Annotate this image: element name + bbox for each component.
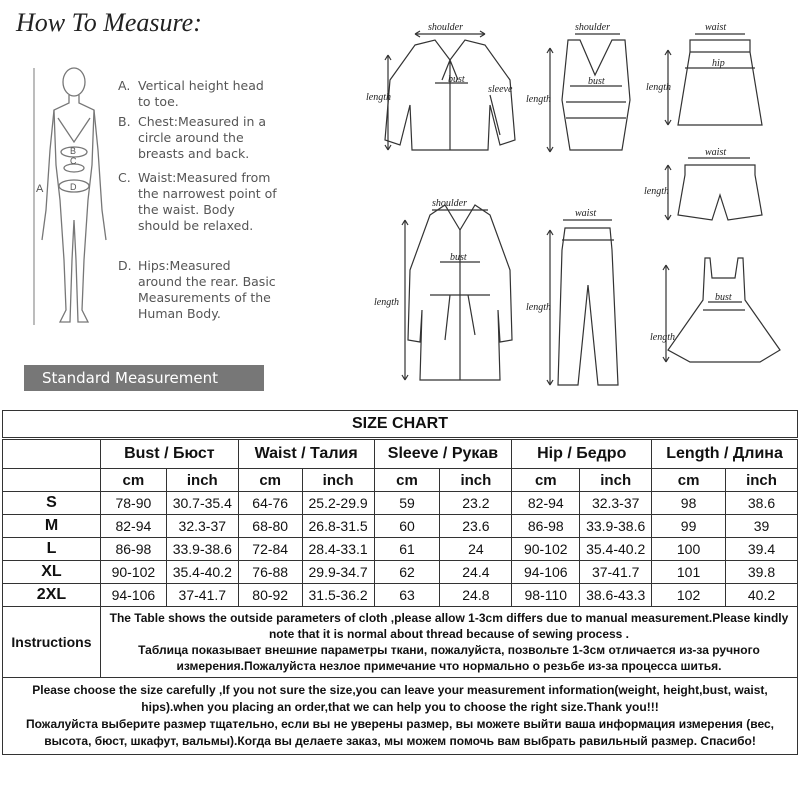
legend-letter: D. (118, 258, 132, 273)
size-value-cell: 76-88 (238, 561, 302, 584)
header-hip: Hip / Бедро (512, 439, 652, 469)
size-value-cell: 33.9-38.6 (580, 515, 652, 538)
unit-cm: cm (512, 469, 580, 492)
marker-b: B (70, 146, 77, 156)
label-length-skirt: length (646, 82, 671, 93)
legend-text: Vertical height head to toe. (138, 78, 264, 109)
label-waist-shorts: waist (705, 147, 727, 158)
size-value-cell: 98-110 (512, 584, 580, 607)
size-value-cell: 26.8-31.5 (302, 515, 374, 538)
size-chart-table (2, 410, 798, 755)
shorts-drawing (678, 165, 762, 220)
unit-cm: cm (238, 469, 302, 492)
size-value-cell: 32.3-37 (580, 492, 652, 515)
size-chart-title: SIZE CHART (3, 411, 798, 439)
size-value-cell: 23.6 (440, 515, 512, 538)
size-value-cell: 37-41.7 (166, 584, 238, 607)
note-ru: Пожалуйста выберите размер тщательно, если вы не уверены размер, вы можете выйти ваша информация измерения (вес, высота, бюст, шкафут, вальмы).Когда вы делаете заказ, мы можем помочь вам выбрать равильный размер. Спасибо! (26, 717, 774, 748)
label-waist-pants: waist (575, 208, 597, 219)
label-shoulder-coat: shoulder (432, 198, 467, 209)
size-value-cell: 35.4-40.2 (580, 538, 652, 561)
size-row (3, 492, 798, 515)
size-label: M (3, 515, 101, 538)
header-sleeve: Sleeve / Рукав (374, 439, 512, 469)
corner-cell (3, 439, 101, 469)
legend-text: Waist:Measured from the narrowest point of the waist. Body should be relaxed. (138, 170, 277, 233)
order-note (3, 678, 798, 755)
size-value-cell: 31.5-36.2 (302, 584, 374, 607)
instructions-text (100, 607, 797, 678)
size-label: XL (3, 561, 101, 584)
unit-inch: inch (440, 469, 512, 492)
size-value-cell: 35.4-40.2 (166, 561, 238, 584)
size-value-cell: 61 (374, 538, 440, 561)
legend-letter: A. (118, 78, 131, 93)
size-value-cell: 38.6 (726, 492, 798, 515)
size-value-cell: 86-98 (100, 538, 166, 561)
label-bust-tank: bust (588, 76, 605, 87)
size-value-cell: 24.8 (440, 584, 512, 607)
size-value-cell: 82-94 (100, 515, 166, 538)
unit-inch: inch (302, 469, 374, 492)
marker-d: D (70, 182, 77, 192)
unit-cm: cm (652, 469, 726, 492)
size-value-cell: 38.6-43.3 (580, 584, 652, 607)
size-value-cell: 60 (374, 515, 440, 538)
size-value-cell: 72-84 (238, 538, 302, 561)
size-value-cell: 59 (374, 492, 440, 515)
size-value-cell: 68-80 (238, 515, 302, 538)
size-row (3, 538, 798, 561)
instructions-en: The Table shows the outside parameters of cloth ,please allow 1-3cm differs due to manual measurement.Please kindly note that it is normal about thread because of sewing process . (109, 611, 789, 641)
size-value-cell: 63 (374, 584, 440, 607)
size-row (3, 561, 798, 584)
label-shoulder-tank: shoulder (575, 22, 610, 33)
standard-measurement-banner: Standard Measurement (24, 365, 264, 391)
label-length-pants: length (526, 302, 551, 313)
garment-diagrams (350, 10, 790, 390)
header-length: Length / Длина (652, 439, 798, 469)
instructions-label: Instructions (3, 607, 101, 678)
label-length-coat: length (374, 297, 399, 308)
size-value-cell: 99 (652, 515, 726, 538)
size-value-cell: 94-106 (100, 584, 166, 607)
size-value-cell: 82-94 (512, 492, 580, 515)
label-shoulder-blouse: shoulder (428, 22, 463, 33)
size-row (3, 515, 798, 538)
unit-cm: cm (100, 469, 166, 492)
label-waist-skirt: waist (705, 22, 727, 33)
size-value-cell: 94-106 (512, 561, 580, 584)
size-label: S (3, 492, 101, 515)
size-value-cell: 39.4 (726, 538, 798, 561)
size-value-cell: 86-98 (512, 515, 580, 538)
pants-drawing (558, 228, 618, 385)
size-row (3, 584, 798, 607)
size-value-cell: 28.4-33.1 (302, 538, 374, 561)
size-value-cell: 40.2 (726, 584, 798, 607)
label-bust-blouse: bust (448, 74, 465, 85)
unit-inch: inch (580, 469, 652, 492)
marker-a: A (36, 183, 44, 195)
size-value-cell: 90-102 (100, 561, 166, 584)
unit-corner-cell (3, 469, 101, 492)
size-value-cell: 24.4 (440, 561, 512, 584)
note-en: Please choose the size carefully ,If you not sure the size,you can leave your measurement information(weight, height,bust, waist, hips).when you placing an order,that we can help you to choose the right size.Thank you!!! (32, 683, 768, 714)
skirt-drawing (678, 40, 762, 125)
size-value-cell: 32.3-37 (166, 515, 238, 538)
label-sleeve: sleeve (488, 84, 513, 95)
size-value-cell: 37-41.7 (580, 561, 652, 584)
unit-inch: inch (166, 469, 238, 492)
size-label: 2XL (3, 584, 101, 607)
size-value-cell: 90-102 (512, 538, 580, 561)
unit-inch: inch (726, 469, 798, 492)
size-value-cell: 24 (440, 538, 512, 561)
legend-letter: B. (118, 114, 131, 129)
size-value-cell: 25.2-29.9 (302, 492, 374, 515)
label-length-tank: length (526, 94, 551, 105)
header-waist: Waist / Талия (238, 439, 374, 469)
size-value-cell: 62 (374, 561, 440, 584)
size-value-cell: 80-92 (238, 584, 302, 607)
size-value-cell: 30.7-35.4 (166, 492, 238, 515)
size-value-cell: 39.8 (726, 561, 798, 584)
label-length-shorts: length (644, 186, 669, 197)
size-value-cell: 29.9-34.7 (302, 561, 374, 584)
label-bust-coat: bust (450, 252, 467, 263)
size-value-cell: 78-90 (100, 492, 166, 515)
tank-drawing (562, 40, 630, 150)
legend-text: Hips:Measured around the rear. Basic Measurements of the Human Body. (138, 258, 276, 321)
size-value-cell: 23.2 (440, 492, 512, 515)
label-length-blouse: length (366, 92, 391, 103)
page-title: How To Measure: (16, 8, 202, 37)
size-value-cell: 64-76 (238, 492, 302, 515)
unit-cm: cm (374, 469, 440, 492)
body-figure (30, 60, 110, 350)
label-hip-skirt: hip (712, 58, 725, 69)
size-value-cell: 100 (652, 538, 726, 561)
legend-text: Chest:Measured in a circle around the breasts and back. (138, 114, 267, 161)
size-label: L (3, 538, 101, 561)
size-value-cell: 33.9-38.6 (166, 538, 238, 561)
label-bust-dress: bust (715, 292, 732, 303)
size-rows (3, 492, 798, 607)
label-length-dress: length (650, 332, 675, 343)
instructions-ru: Таблица показывает внешние параметры ткани, пожалуйста, позвольте 1-3см отличается из-за ручного измерения.Пожалуйста незлое примечание что нормально о резьбе из-за процесса шитья. (138, 643, 760, 673)
header-bust: Bust / Бюст (100, 439, 238, 469)
size-value-cell: 98 (652, 492, 726, 515)
legend-letter: C. (118, 170, 131, 185)
size-value-cell: 39 (726, 515, 798, 538)
marker-c: C (70, 156, 77, 166)
size-value-cell: 102 (652, 584, 726, 607)
size-value-cell: 101 (652, 561, 726, 584)
